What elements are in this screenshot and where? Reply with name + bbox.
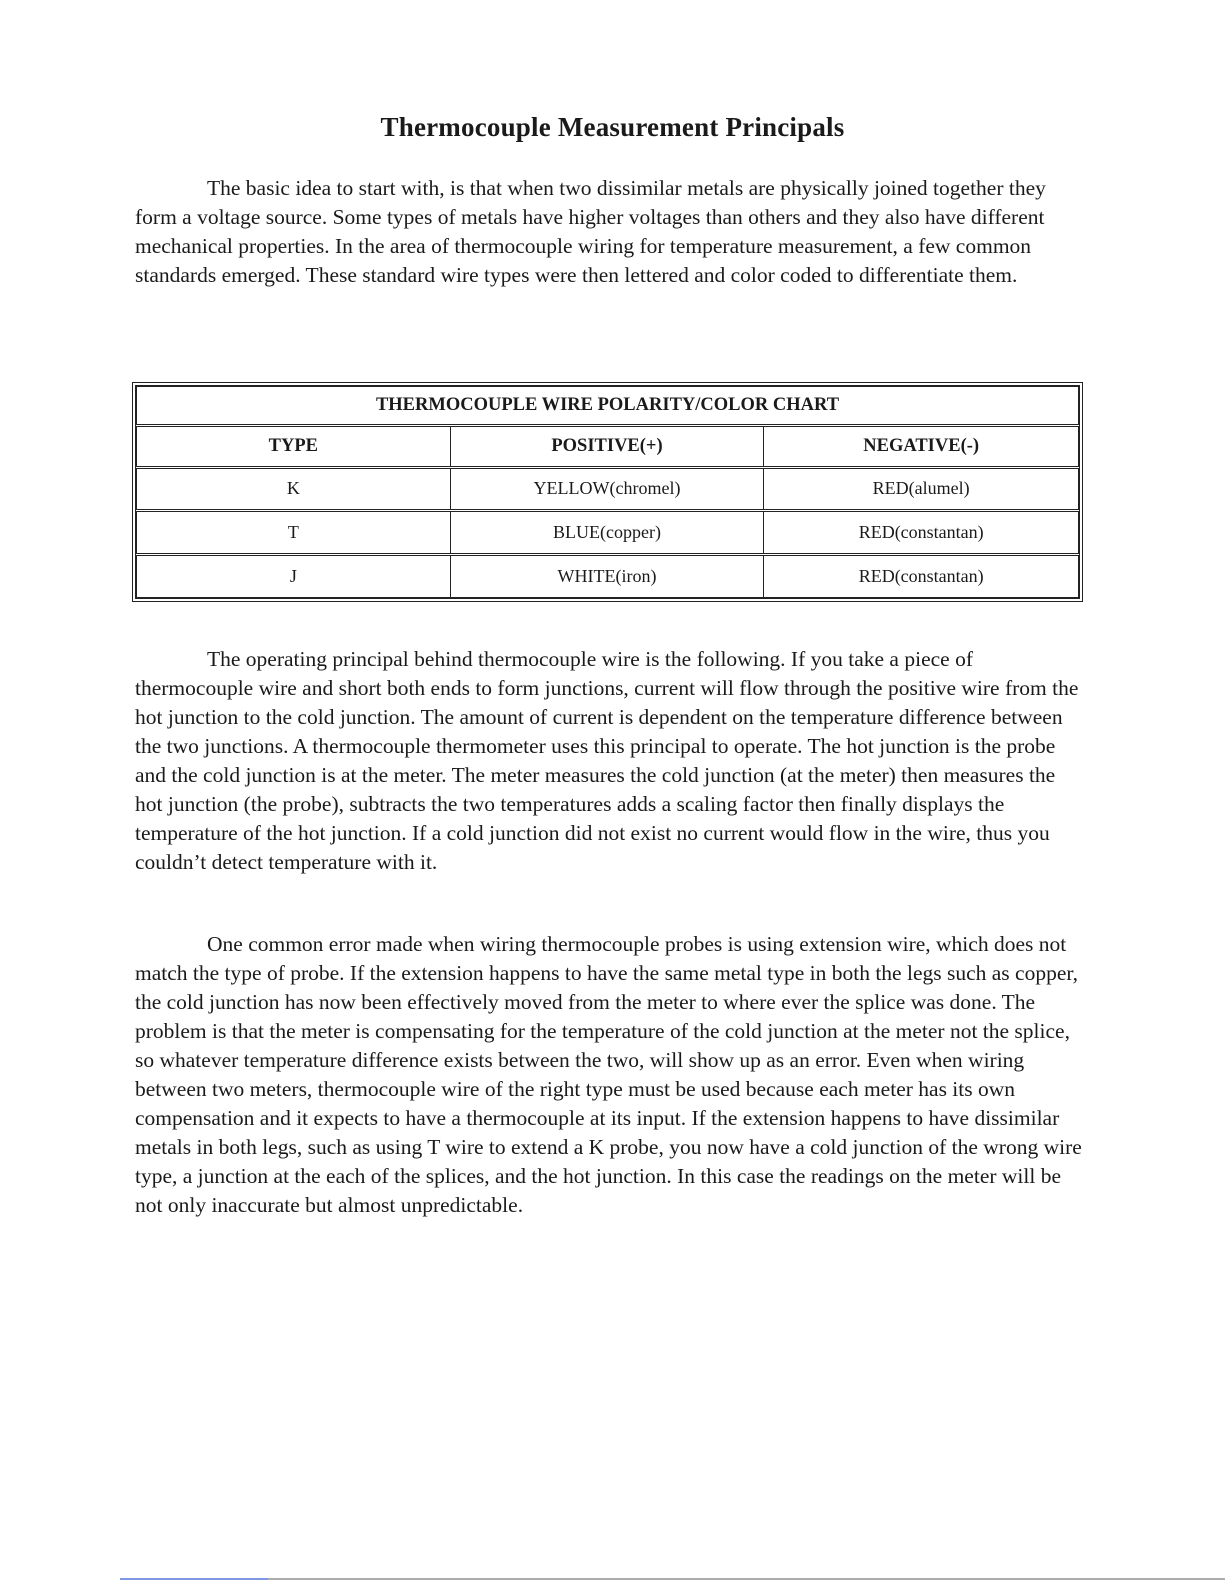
common-error-paragraph bbox=[135, 930, 1085, 1220]
column-header-negative: NEGATIVE(-) bbox=[764, 425, 1079, 467]
page-title: Thermocouple Measurement Principals bbox=[380, 112, 845, 142]
positive-cell: YELLOW(chromel) bbox=[450, 467, 764, 511]
type-cell: J bbox=[137, 555, 451, 598]
column-header-positive: POSITIVE(+) bbox=[450, 425, 764, 467]
positive-cell: WHITE(iron) bbox=[450, 555, 764, 598]
positive-cell: BLUE(copper) bbox=[450, 511, 764, 555]
table-row bbox=[137, 467, 1079, 511]
negative-cell: RED(alumel) bbox=[764, 467, 1079, 511]
polarity-color-chart bbox=[132, 382, 1083, 602]
intro-paragraph bbox=[135, 174, 1085, 290]
principle-text: The operating principal behind thermocouple wire is the following. If you take a piece of thermocouple wire and short both ends to form junctions, current will flow through the positive wire from the hot junction to the cold junction. The amount of current is dependent on the temperature difference between the two junctions. A thermocouple thermometer uses this principal to operate. The hot junction is the probe and the cold junction is at the meter. The meter measures the cold junction (at the meter) then measures the hot junction (the probe), subtracts the two temperatures adds a scaling factor then finally displays the temperature of the hot junction. If a cold junction did not exist no current would flow in the wire, thus you couldn’t detect temperature with it. bbox=[135, 647, 1079, 874]
table-title: THERMOCOUPLE WIRE POLARITY/COLOR CHART bbox=[137, 387, 1079, 426]
error-text: One common error made when wiring thermocouple probes is using extension wire, which does not match the type of probe. If the extension happens to have the same metal type in both the legs such as copper, the cold junction has now been effectively moved from the meter to where ever the splice was done. The problem is that the meter is compensating for the temperature of the cold junction at the meter not the splice, so whatever temperature difference exists between the two, will show up as an error. Even when wiring between two meters, thermocouple wire of the right type must be used because each meter has its own compensation and it expects to have a thermocouple at its input. If the extension happens to have dissimilar metals in both legs, such as using T wire to extend a K probe, you now have a cold junction of the wrong wire type, a junction at the each of the splices, and the hot junction. In this case the readings on the meter will be not only inaccurate but almost unpredictable. bbox=[135, 932, 1082, 1217]
negative-cell: RED(constantan) bbox=[764, 511, 1079, 555]
operating-principle-paragraph bbox=[135, 645, 1085, 877]
table-row bbox=[137, 555, 1079, 598]
column-header-type: TYPE bbox=[137, 425, 451, 467]
intro-text: The basic idea to start with, is that when two dissimilar metals are physically joined together they form a voltage source. Some types of metals have higher voltages than others and they also have different mechanical properties. In the area of thermocouple wiring for temperature measurement, a few common standards emerged. These standard wire types were then lettered and color coded to differentiate them. bbox=[135, 176, 1046, 287]
polarity-table bbox=[136, 386, 1079, 598]
type-cell: K bbox=[137, 467, 451, 511]
type-cell: T bbox=[137, 511, 451, 555]
negative-cell: RED(constantan) bbox=[764, 555, 1079, 598]
scan-edge-line bbox=[0, 1578, 1225, 1580]
table-row bbox=[137, 511, 1079, 555]
